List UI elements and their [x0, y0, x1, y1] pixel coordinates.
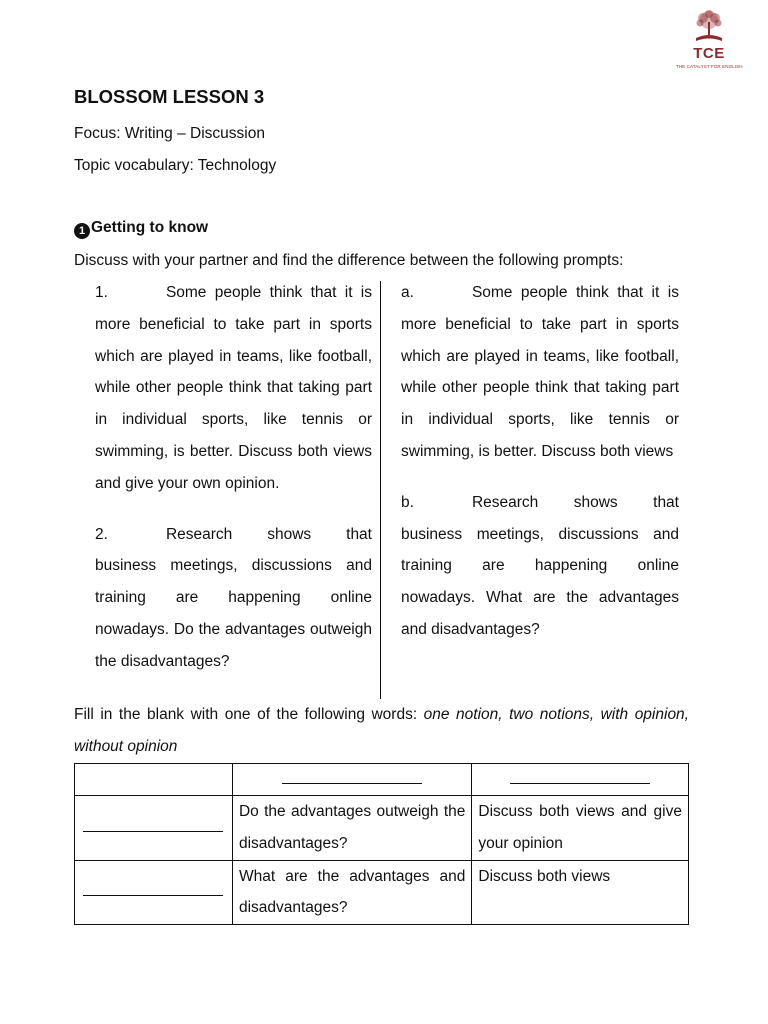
row1-blank[interactable] [75, 796, 233, 861]
prompt-b-text: Research shows that business meetings, discussions and training are happening online nowadays. What are the advantages and disadvantages? [401, 493, 679, 638]
blank-line [510, 773, 650, 784]
tree-book-icon [676, 8, 742, 48]
blank-line [282, 773, 422, 784]
row2-prompt-question: What are the advantages and disadvantages? [232, 860, 471, 925]
prompt-b [401, 487, 679, 646]
focus-line: Focus: Writing – Discussion [74, 125, 265, 142]
prompt-a-label: a. [401, 284, 414, 301]
prompt-right-column [401, 277, 679, 646]
row2-blank[interactable] [75, 860, 233, 925]
fill-table [74, 763, 689, 925]
prompt-1-label: 1. [95, 284, 108, 301]
prompt-b-label: b. [401, 493, 414, 511]
section-number-badge: 1 [74, 223, 90, 239]
prompt-1-text: Some people think that it is more beneficial to take part in sports which are played in teams, like football, while other people think that taking part in individual sports, like tennis or swimming, is better. Discuss both views and give your own opinion. [95, 284, 372, 492]
prompt-2-text: Research shows that business meetings, discussions and training are happening online nowadays. Do the advantages outweigh the disadvantages? [95, 525, 372, 670]
column-divider [380, 281, 381, 699]
prompt-a-text: Some people think that it is more beneficial to take part in sports which are played in teams, like football, while other people think that taking part in individual sports, like tennis or swimming, is better. Discuss both views [401, 284, 679, 460]
table-row [75, 860, 689, 925]
blank-line [83, 885, 223, 896]
row1-prompt-question: Do the advantages outweigh the disadvantages? [232, 796, 471, 861]
row1-prompt-instruction: Discuss both views and give your opinion [472, 796, 689, 861]
header-blank-2[interactable] [472, 764, 689, 796]
prompt-2-label: 2. [95, 525, 108, 543]
lesson-title: BLOSSOM LESSON 3 [74, 86, 265, 107]
topic-line: Topic vocabulary: Technology [74, 157, 277, 174]
table-corner-cell [75, 764, 233, 796]
blank-line [83, 821, 223, 832]
section-heading [74, 219, 208, 239]
tce-logo [676, 8, 742, 72]
row2-prompt-instruction: Discuss both views [472, 860, 689, 925]
table-header-row [75, 764, 689, 796]
fill-options: one notion, two notions, with opinion, without opinion [74, 706, 689, 755]
prompt-a [401, 277, 679, 468]
fill-instruction-text: Fill in the blank with one of the following words: [74, 706, 424, 723]
prompt-2 [95, 519, 372, 678]
prompt-1 [95, 277, 372, 500]
logo-tagline: THE CATALYST FOR ENGLISH [676, 64, 743, 69]
header-blank-1[interactable] [232, 764, 471, 796]
logo-initials: TCE [693, 45, 725, 62]
section-instruction: Discuss with your partner and find the difference between the following prompts: [74, 252, 624, 269]
prompt-left-column [95, 277, 372, 678]
fill-instruction [74, 699, 689, 763]
section-heading-text: Getting to know [91, 219, 209, 236]
table-row [75, 796, 689, 861]
